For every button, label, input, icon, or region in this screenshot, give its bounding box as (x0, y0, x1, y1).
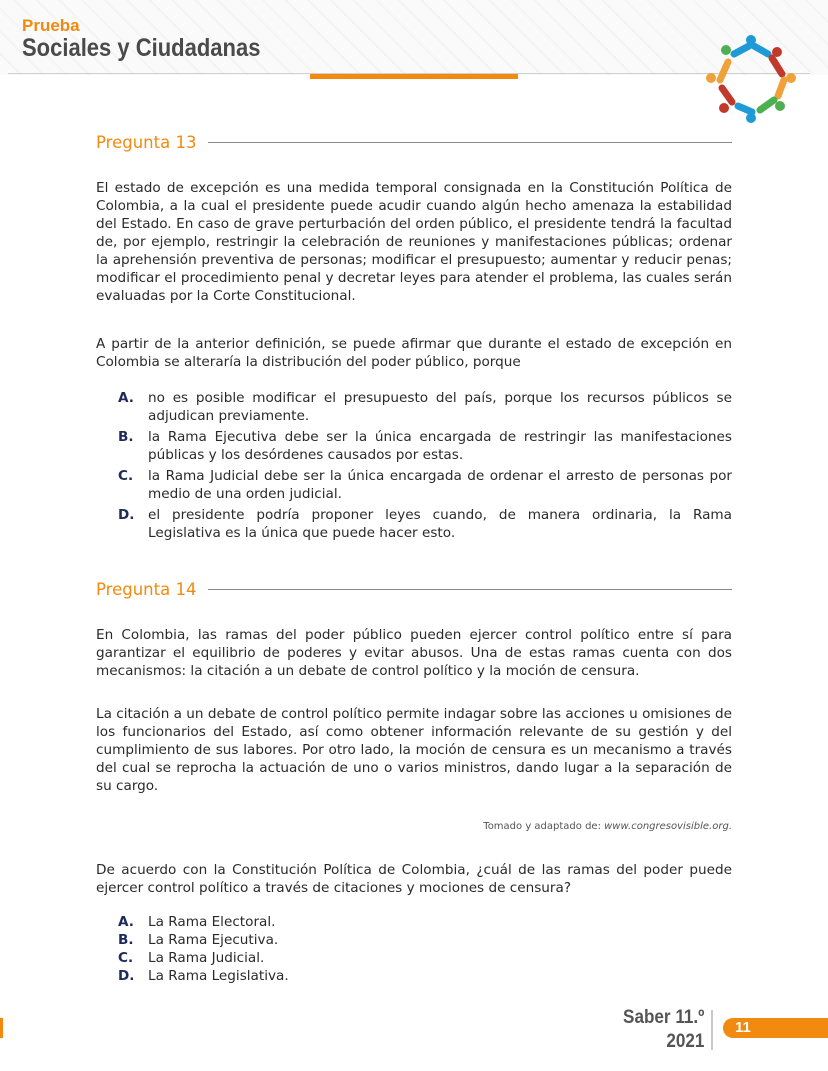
subject-title: Sociales y Ciudadanas (22, 34, 261, 62)
footer-exam-label (623, 1006, 704, 1054)
question-13-heading (96, 133, 732, 152)
q13-options (118, 389, 732, 542)
option-letter: C. (118, 468, 134, 484)
q13-prompt: A partir de la anterior definición, se puede afirmar que durante el estado de excepción en Colombia se alteraría la distribución del poder público, porque (96, 336, 732, 370)
q14-option-d[interactable] (118, 967, 732, 985)
q14-option-c[interactable] (118, 949, 732, 967)
source-citation (483, 821, 732, 832)
people-circle-logo-icon (704, 34, 798, 124)
q14-option-a[interactable] (118, 913, 732, 931)
question-13-title: Pregunta 13 (96, 133, 197, 152)
option-letter: A. (118, 390, 134, 406)
footer-year: 2021 (665, 1031, 704, 1052)
page-number: 11 (723, 1018, 828, 1038)
q14-context-2: La citación a un debate de control político permite indagar sobre las acciones u omisiones de los funcionarios del Estado, así como obtener información relevante de su gestión y del cumplimiento de sus labores. Por otro lado, la moción de censura es un mecanismo a través del cual se reprocha la actuación de uno o varios ministros, dando lugar a la separación de su cargo. (96, 706, 732, 794)
option-letter: B. (118, 932, 134, 948)
q13-option-d[interactable] (118, 506, 732, 542)
option-letter: C. (118, 950, 134, 966)
left-page-tab (0, 1018, 3, 1038)
question-14-heading (96, 580, 732, 599)
footer-saber: Saber 11.º (622, 1007, 704, 1028)
q14-options (118, 913, 732, 985)
q13-option-c[interactable] (118, 467, 732, 503)
q14-prompt: De acuerdo con la Constitución Política de Colombia, ¿cuál de las ramas del poder puede ejercer control político a través de citaciones y mociones de censura? (96, 862, 732, 896)
option-letter: D. (118, 507, 135, 523)
q14-context-1: En Colombia, las ramas del poder público pueden ejercer control político entre sí para garantizar el equilibrio de poderes y evitar abusos. Una de estas ramas cuenta con dos mecanismos: la citación a un debate de control político y la moción de censura. (96, 627, 732, 679)
option-text: el presidente podría proponer leyes cuando, de manera ordinaria, la Rama Legislativa es la única que puede hacer esto. (148, 507, 732, 541)
heading-rule (208, 589, 732, 590)
option-text: la Rama Ejecutiva debe ser la única encargada de restringir las manifestaciones públicas y los desórdenes causados por estas. (148, 429, 732, 463)
q13-option-a[interactable] (118, 389, 732, 425)
option-text: la Rama Judicial debe ser la única encargada de ordenar el arresto de personas por medio de una orden judicial. (148, 468, 732, 502)
heading-rule (208, 142, 732, 143)
option-text: La Rama Judicial. (148, 950, 265, 966)
q13-option-b[interactable] (118, 428, 732, 464)
option-letter: D. (118, 968, 135, 984)
option-letter: A. (118, 914, 134, 930)
header-label: Prueba (22, 16, 80, 35)
question-14-title: Pregunta 14 (96, 580, 197, 599)
option-text: La Rama Ejecutiva. (148, 932, 279, 948)
source-prefix: Tomado y adaptado de: (483, 821, 605, 832)
option-text: no es posible modificar el presupuesto del país, porque los recursos públicos se adjudican previamente. (148, 390, 732, 424)
q13-context: El estado de excepción es una medida temporal consignada en la Constitución Política de Colombia, a la cual el presidente puede acudir cuando algún hecho amenaza la estabilidad del Estado. En caso de grave perturbación del orden público, el presidente tendrá la facultad de, por ejemplo, restringir la celebración de reuniones y manifestaciones públicas; ordenar la aprehensión preventiva de personas; modificar el presupuesto; aumentar y reducir penas; modificar el procedimiento penal y decretar leyes para atender el problema, las cuales serán evaluadas por la Corte Constitucional. (96, 180, 732, 304)
header-accent-bar (310, 74, 518, 79)
q14-option-b[interactable] (118, 931, 732, 949)
option-text: La Rama Electoral. (148, 914, 276, 930)
footer-divider (711, 1010, 713, 1050)
option-text: La Rama Legislativa. (148, 968, 289, 984)
source-url: www.congresovisible.org. (604, 821, 732, 832)
option-letter: B. (118, 429, 134, 445)
